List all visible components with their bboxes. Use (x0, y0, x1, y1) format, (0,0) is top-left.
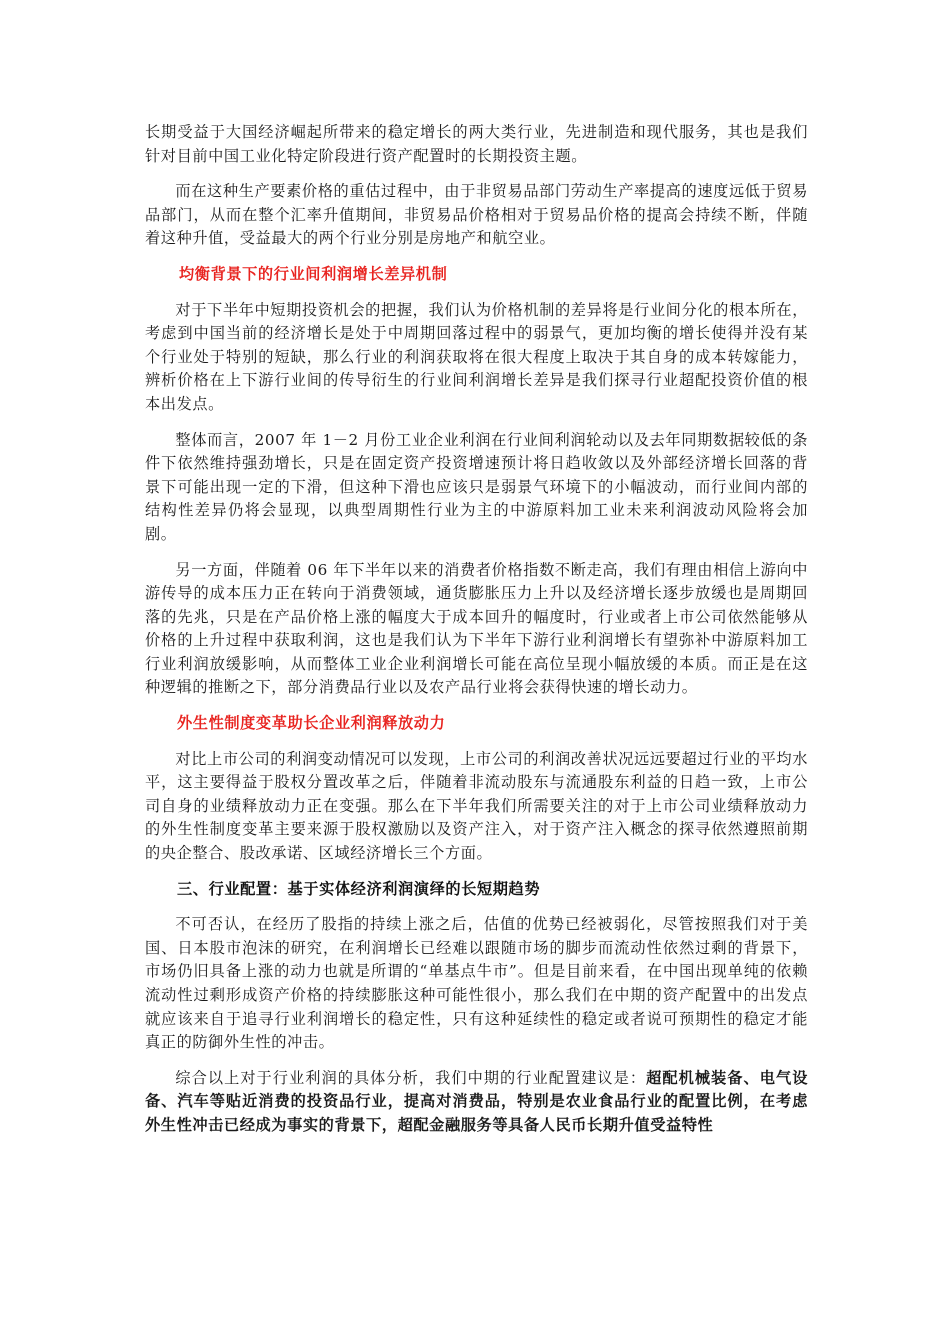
paragraph-allocation-advice (145, 1067, 808, 1138)
paragraph-industrial-profit: 整体而言，2007 年 1－2 月份工业企业利润在行业间利润轮动以及去年同期数据较低的条件下依然维持强劲增长，只是在固定资产投资增速预计将日趋收敛以及外部经济增长回落的背景下可能出现一定的下滑，但这种下滑也应该只是弱景气环境下的小幅波动，而行业间内部的结构性差异仍将会显现，以典型周期性行业为主的中游原料加工业未来利润波动风险将会加剧。 (145, 430, 808, 543)
paragraph-revaluation: 而在这种生产要素价格的重估过程中，由于非贸易品部门劳动生产率提高的速度远低于贸易品部门，从而在整个汇率升值期间，非贸易品价格相对于贸易品价格的提高会持续不断，伴随着这种升值，受益最大的两个行业分别是房地产和航空业。 (145, 182, 808, 248)
paragraph-long-term-themes: 长期受益于大国经济崛起所带来的稳定增长的两大类行业，先进制造和现代服务，其也是我们针对目前中国工业化特定阶段进行资产配置时的长期投资主题。 (145, 123, 808, 165)
paragraph-valuation: 不可否认，在经历了股指的持续上涨之后，估值的优势已经被弱化，尽管按照我们对于美国、日本股市泡沫的研究，在利润增长已经难以跟随市场的脚步而流动性依然过剩的背景下，市场仍旧具备上涨的动力也就是所谓的“单基点牛市”。但是目前来看，在中国出现单纯的依赖流动性过剩形成资产价格的持续膨胀这种可能性很小，那么我们在中期的资产配置中的出发点就应该来自于追寻行业利润增长的稳定性，只有这种延续性的稳定或者说可预期性的稳定才能真正的防御外生性的冲击。 (145, 915, 808, 1052)
section-heading-profit-mechanism: 均衡背景下的行业间利润增长差异机制 (179, 264, 448, 283)
document-page (145, 121, 808, 1150)
paragraph-price-mechanism: 对于下半年中短期投资机会的把握，我们认为价格机制的差异将是行业间分化的根本所在，考虑到中国当前的经济增长是处于中周期回落过程中的弱景气，更加均衡的增长使得并没有某个行业处于特别的短缺，那么行业的利润获取将在很大程度上取决于其自身的成本转嫁能力，辨析价格在上下游行业间的传导衍生的行业间利润增长差异是我们探寻行业超配投资价值的根本出发点。 (145, 300, 808, 413)
paragraph-listed-company-profit: 对比上市公司的利润变动情况可以发现，上市公司的利润改善状况远远要超过行业的平均水平，这主要得益于股权分置改革之后，伴随着非流动股东与流通股东利益的日趋一致，上市公司自身的业绩释放动力正在变强。那么在下半年我们所需要关注的对于上市公司业绩释放动力的外生性制度变革主要来源于股权激励以及资产注入，对于资产注入概念的探寻依然遵照前期的央企整合、股改承诺、区域经济增长三个方面。 (145, 749, 808, 863)
section-heading-institutional-reform: 外生性制度变革助长企业利润释放动力 (177, 714, 446, 733)
paragraph-consumer-price: 另一方面，伴随着 06 年下半年以来的消费者价格指数不断走高，我们有理由相信上游向中游传导的成本压力正在转向于消费领域，通货膨胀压力上升以及经济增长逐步放缓也是周期回落的先兆，只是在产品价格上涨的幅度大于成本回升的幅度时，行业或者上市公司依然能够从价格的上升过程中获取利润，这也是我们认为下半年下游行业利润增长有望弥补中游原料加工行业利润放缓影响，从而整体工业企业利润增长可能在高位呈现小幅放缓的本质。而正是在这种逻辑的推断之下，部分消费品行业以及农产品行业将会获得快速的增长动力。 (145, 560, 808, 697)
allocation-recommendation-text: 超配机械装备、电气设备、汽车等贴近消费的投资品行业，提高对消费品，特别是农业食品行业的配置比例，在考虑外生性冲击已经成为事实的背景下，超配金融服务等具备人民币长期升值受益特性 (145, 1068, 809, 1134)
allocation-intro-text: 综合以上对于行业利润的具体分析，我们中期的行业配置建议是： (175, 1068, 647, 1087)
section-heading-industry-allocation: 三、行业配置：基于实体经济利润演绎的长短期趋势 (177, 879, 541, 898)
